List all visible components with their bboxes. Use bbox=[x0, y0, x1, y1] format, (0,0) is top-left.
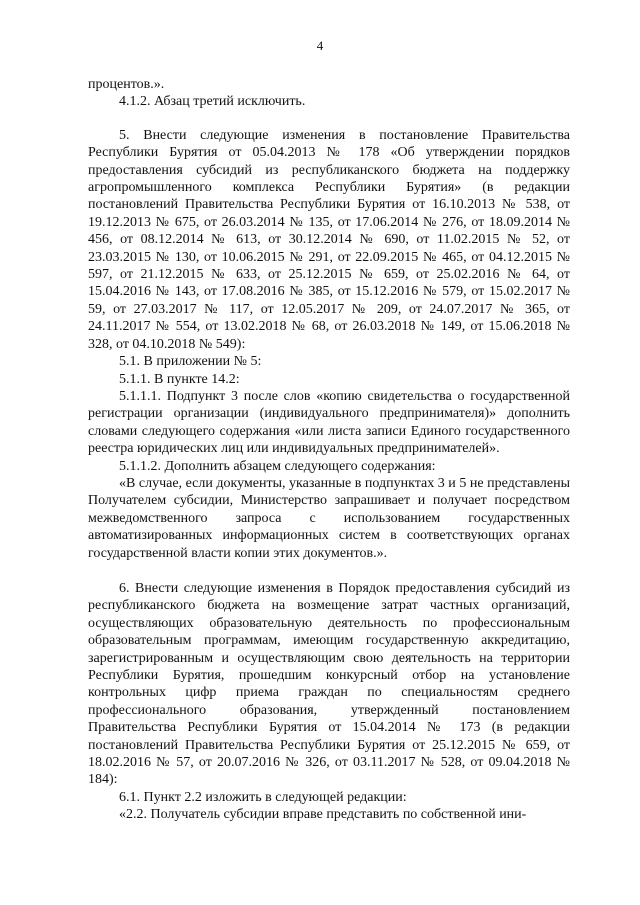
paragraph-5-1: 5.1. В приложении № 5: bbox=[119, 354, 262, 370]
paragraph-4-1-2: 4.1.2. Абзац третий исключить. bbox=[119, 94, 306, 110]
paragraph-percent-end: процентов.». bbox=[88, 77, 165, 92]
paragraph-5: 5. Внести следующие изменения в постановление Правительства Республики Бурятия от 05.04.2013 № 178 «Об утверждении порядков предоставления субсидий из республиканского бюджета на поддержку агропромышленного комплекса Республики Бурятия» (в редакции постановлений Правительства Республики Бурятия от 16.10.2013 № 538, от 19.12.2013 № 675, от 26.03.2014 № 135, от 17.06.2014 № 276, от 18.09.2014 № 456, от 08.12.2014 № 613, от 30.12.2014 № 690, от 11.02.2015 № 52, от 23.03.2015 № 130, от 10.06.2015 № 291, от 22.09.2015 № 465, от 04.12.2015 № 597, от 21.12.2015 № 633, от 25.12.2015 № 659, от 25.02.2016 № 64, от 15.04.2016 № 143, от 17.08.2016 № 385, от 15.12.2016 № 579, от 15.02.2017 № 59, от 27.03.2017 № 117, от 12.05.2017 № 209, от 24.07.2017 № 365, от 24.11.2017 № 554, от 13.02.2018 № 68, от 26.03.2018 № 149, от 15.06.2018 № 328, от 04.10.2018 № 549): bbox=[88, 127, 570, 352]
paragraph-5-1-1: 5.1.1. В пункте 14.2: bbox=[119, 371, 240, 387]
paragraph-spacer bbox=[88, 562, 570, 580]
paragraph-5-1-1-1: 5.1.1.1. Подпункт 3 после слов «копию свидетельства о государственной регистрации организации (индивидуального предпринимателя)» дополнить словами следующего содержания «или листа записи Единого государственного реестра юридических лиц или индивидуальных предпринимателей». bbox=[88, 388, 570, 457]
paragraph-6-1: 6.1. Пункт 2.2 изложить в следующей редакции: bbox=[119, 789, 407, 805]
paragraph-6: 6. Внести следующие изменения в Порядок предоставления субсидий из республиканского бюджета на возмещение затрат частных организаций, осуществляющих образовательную деятельность по профессиональным образовательным программам, имеющим государственную аккредитацию, зарегистрированным и осуществляющим свою деятельность на территории Республики Бурятия, прошедшим конкурсный отбор на установление контрольных цифр приема граждан по специальностям среднего профессионального образования, утвержденный постановлением Правительства Республики Бурятия от 15.04.2014 № 173 (в редакции постановлений Правительства Республики Бурятия от 25.12.2015 № 659, от 18.02.2016 № 57, от 20.07.2016 № 326, от 03.11.2017 № 528, от 09.04.2018 № 184): bbox=[88, 580, 570, 788]
paragraph-2-2-quote: «2.2. Получатель субсидии вправе представить по собственной ини- bbox=[119, 807, 527, 823]
paragraph-spacer bbox=[88, 111, 570, 127]
document-body bbox=[88, 76, 570, 824]
page-number: 4 bbox=[316, 38, 324, 53]
paragraph-5-1-1-2: 5.1.1.2. Дополнить абзацем следующего содержания: bbox=[119, 458, 436, 474]
paragraph-quote-documents: «В случае, если документы, указанные в подпунктах 3 и 5 не представлены Получателем субсидии, Министерство запрашивает и получает посредством межведомственного запроса с использованием государственных автоматизированных информационных систем в соответствующих органах государственной власти копии этих документов.». bbox=[88, 475, 570, 561]
